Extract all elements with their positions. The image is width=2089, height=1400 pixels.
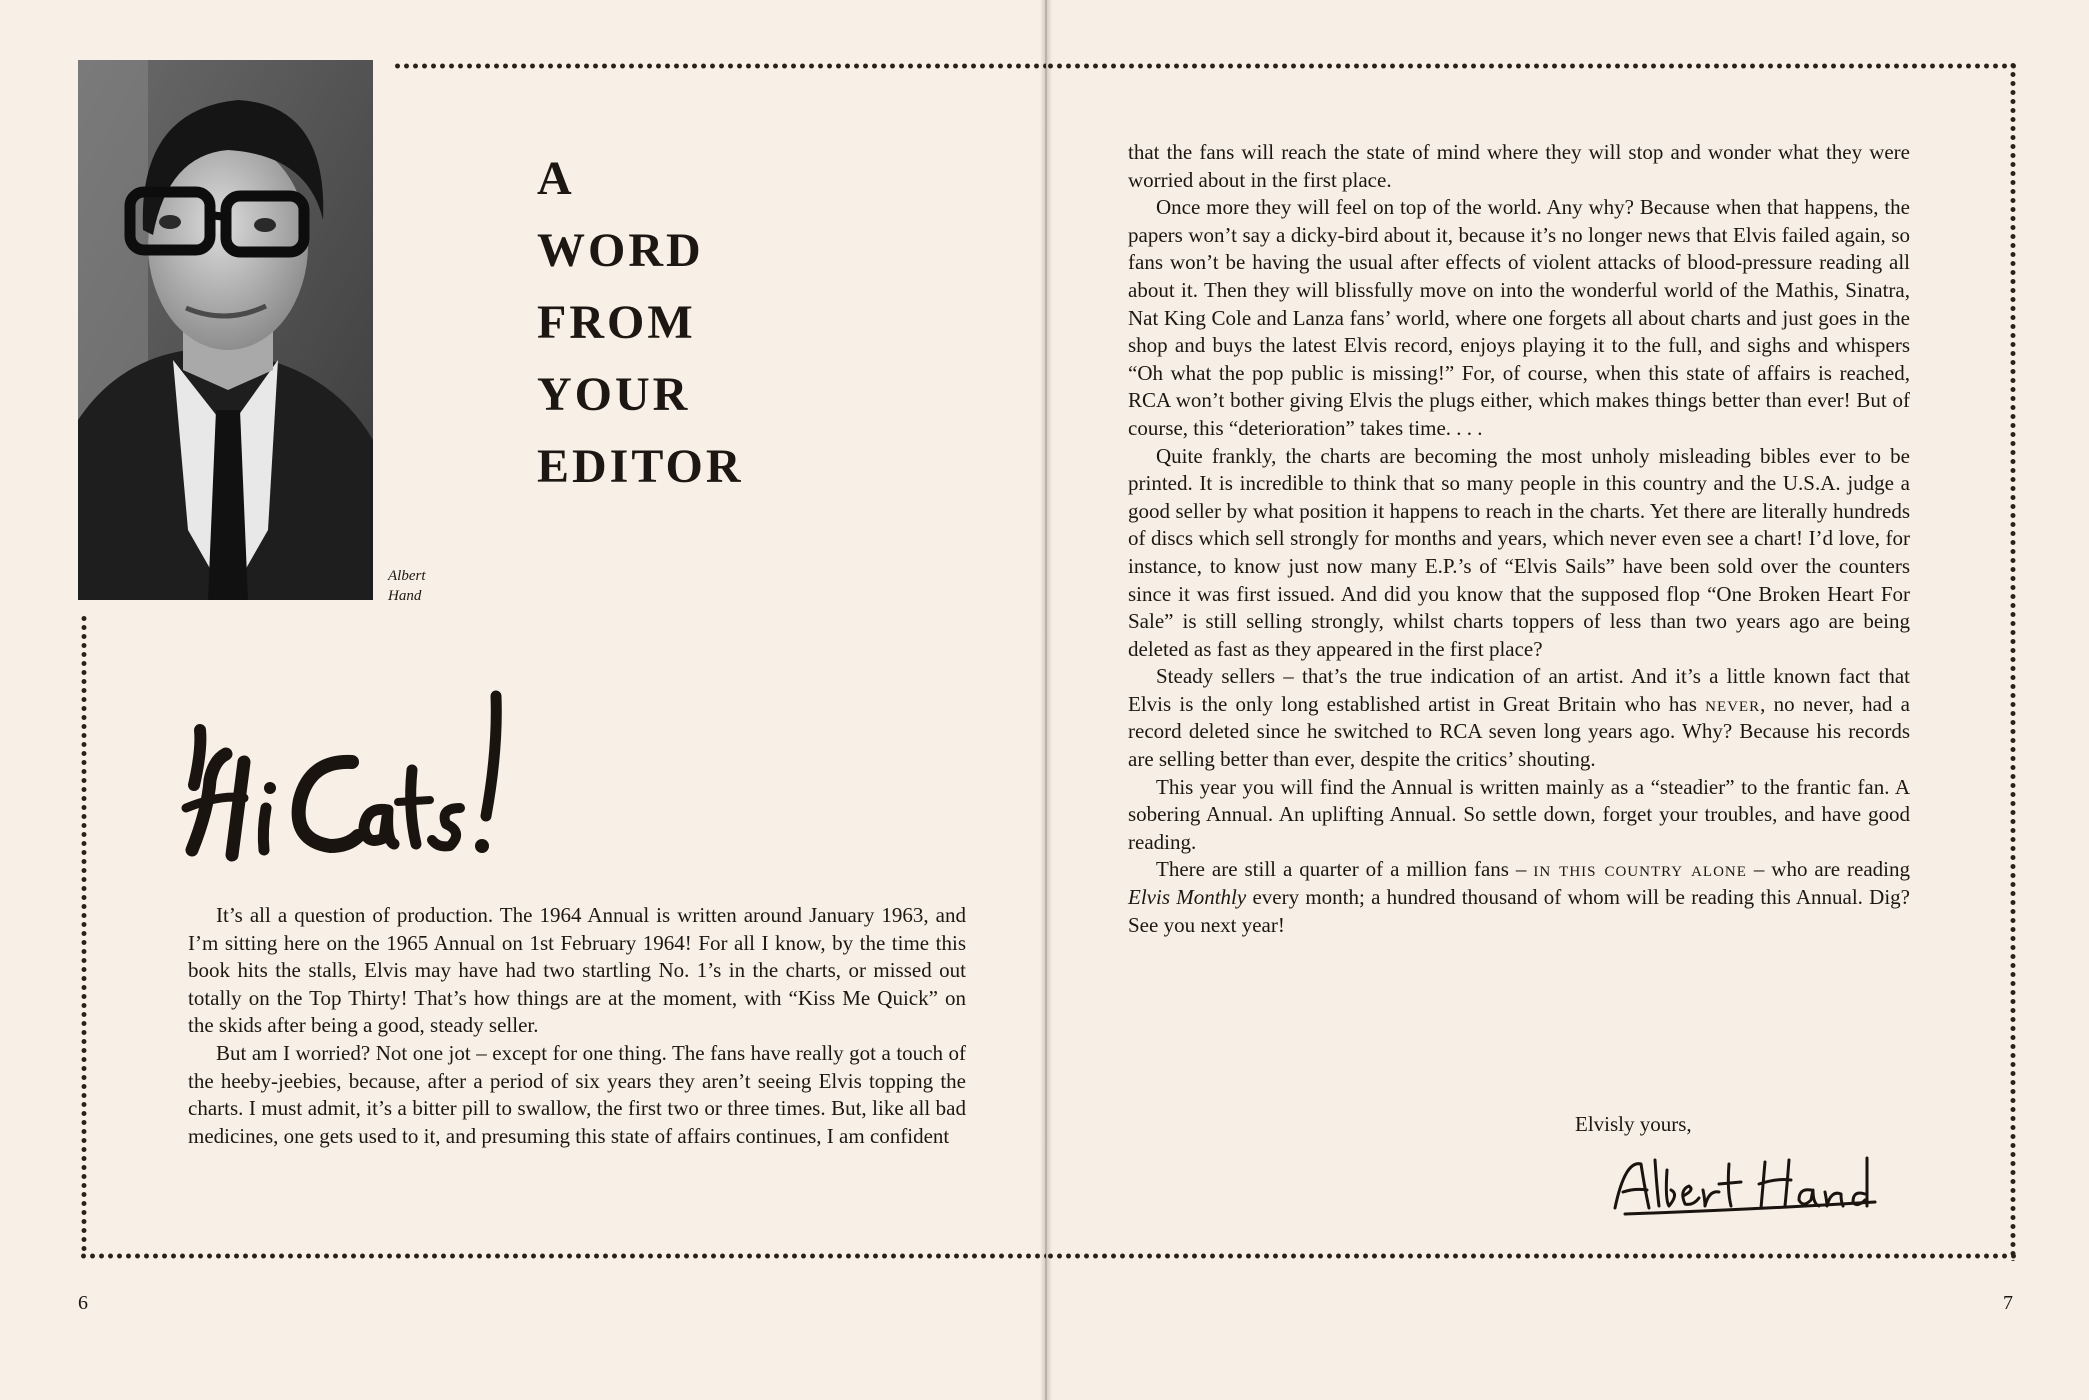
paragraph: Quite frankly, the charts are becoming the most unholy misleading bibles ever to be printed. It is incredible to think that so many people in this country and the U.S.A. judge a good seller by what position it happens to reach in the charts. Yet there are literally hundreds of discs which sell strongly for months and years, which never even see a chart! I’d love, for instance, to know just now many E.P.’s of “Elvis Sails” have been sold over the counters since it was first issued. And did you know that the supposed flop “One Broken Heart For Sale” is still selling strongly, whilst charts toppers of less than two years ago are being deleted as fast as they appeared in the first place? [1128,443,1910,661]
paragraph: that the fans will reach the state of mind where they will stop and wonder what they were worried about in the first place. [1128,140,1910,192]
photo-caption [388,566,478,606]
text-run: – who are reading [1746,857,1910,882]
paragraph: This year you will find the Annual is written mainly as a “steadier” to the frantic fan. A sobering Annual. An uplifting Annual. So settle down, forget your troubles, and have good reading. [1128,774,1910,854]
hi-cats-text [0,0,1,1]
left-body-text [188,902,966,1150]
magazine-title: Elvis Monthly [1128,885,1247,910]
headline-line: YOUR [537,368,691,421]
top-border-left [393,61,1046,71]
right-body-text [1128,139,1910,939]
bottom-border-left [79,1251,1046,1261]
text-run: There are still a quarter of a million fans – [1156,857,1534,882]
top-border-right [1046,61,2018,71]
left-side-border [79,614,89,1256]
paragraph: But am I worried? Not one jot – except for one thing. The fans have really got a touch of the heeby-jeebies, because, after a period of six years they aren’t seeing Elvis topping the charts. I must admit, it’s a bitter pill to swallow, the first two or three times. But, like all bad medicines, one gets used to it, and presuming this state of affairs continues, I am confident [188,1040,966,1148]
right-side-border [2008,61,2018,1261]
emphasis-country: in this country alone [1533,857,1747,882]
caption-line-2: Hand [388,588,422,604]
headline-line: EDITOR [537,440,744,493]
editor-photo [78,60,373,600]
caption-line-1: Albert [388,568,426,584]
bottom-border-right [1046,1251,2018,1261]
headline-line: WORD [537,224,704,277]
page-number-left: 6 [78,1292,88,1314]
headline-line: FROM [537,296,696,349]
book-gutter [1040,0,1052,1400]
page-number-right: 7 [2003,1292,2013,1314]
paragraph: It’s all a question of production. The 1964 Annual is written around January 1963, and I’m sitting here on the 1965 Annual on 1st February 1964! For all I know, by the time this book hits the stalls, Elvis may have had two startling No. 1’s in the charts, or missed out totally on the Top Thirty! That’s how things are at the moment, with “Kiss Me Quick” on the skids after being a good, steady seller. [188,903,966,1038]
headline [537,143,744,503]
paragraph [1128,663,1910,773]
headline-line: A [537,152,575,205]
paragraph [1128,856,1910,939]
text-run: every month; a hundred thousand of whom will be reading this Annual. Dig? See you next year! [1128,885,1910,937]
paragraph: Once more they will feel on top of the world. Any why? Because when that happens, the papers won’t say a dicky-bird about it, because it’s no longer news that Elvis failed again, so fans won’t be having the usual after effects of violent attacks of blood-pressure reading all about it. Then they will blissfully move on into the wonderful world of the Mathis, Sinatra, Nat King Cole and Lanza fans’ world, where one forgets all about charts and just goes in the shop and buys the latest Elvis record, enjoys playing it to the full, and sighs and whispers “Oh what the pop public is missing!” For, of course, when this state of affairs is reached, RCA won’t bother giving Elvis the plugs either, which makes things better than ever! But of course, this “deterioration” takes time. . . . [1128,195,1910,440]
closing-line: Elvisly yours, [1575,1112,1692,1136]
emphasis-never: never [1705,691,1761,716]
signature [1605,1150,1885,1220]
text-run: , no never, had a record deleted since he switched to RCA seven long years ago. Why? Because his records are selling better than ever, despite the critics’ shouting. [1128,691,1910,772]
hi-cats-lettering [180,690,520,870]
text-run: Steady sellers – that’s the true indication of an artist. And it’s a little known fact that Elvis is the only long established artist in Great Britain who has [1128,664,1910,716]
